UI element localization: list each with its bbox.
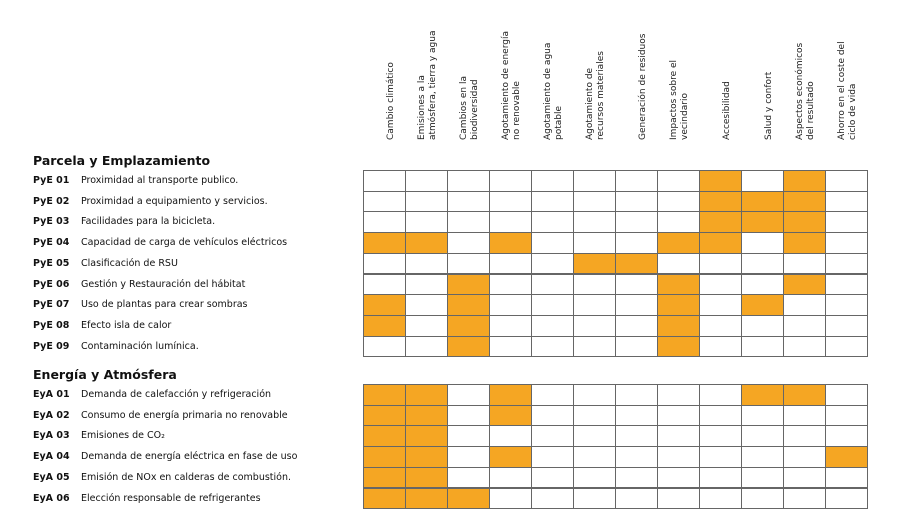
matrix-cell-empty	[363, 170, 406, 192]
matrix-cell-empty	[825, 274, 868, 296]
matrix-cell-empty	[405, 274, 448, 296]
matrix-cell-empty	[531, 170, 574, 192]
row-code: EyA 05	[33, 471, 70, 483]
matrix-cell-empty	[489, 170, 532, 192]
matrix-cell-empty	[489, 467, 532, 489]
matrix-cell-empty	[741, 170, 784, 192]
row-code: PyE 09	[33, 340, 70, 352]
matrix-cell-empty	[783, 405, 826, 427]
matrix-cell-marked	[489, 384, 532, 406]
matrix-cell-empty	[615, 405, 658, 427]
matrix-cell-empty	[531, 253, 574, 275]
column-header-label: Impactos sobre el vecindario	[669, 59, 690, 140]
row-code: PyE 07	[33, 299, 70, 311]
column-header-label: Aspectos económicos del resultado	[795, 42, 816, 140]
matrix-cell-marked	[699, 211, 742, 233]
matrix-cell-marked	[363, 405, 406, 427]
matrix-cell-marked	[489, 405, 532, 427]
matrix-cell-empty	[447, 211, 490, 233]
row-code: EyA 01	[33, 389, 70, 400]
row-name: Gestión y Restauración del hábitat	[81, 278, 246, 290]
matrix-cell-empty	[825, 315, 868, 337]
matrix-cell-marked	[699, 170, 742, 192]
matrix-cell-marked	[489, 232, 532, 254]
matrix-cell-empty	[489, 315, 532, 337]
matrix-cell-empty	[573, 170, 616, 192]
row-name: Demanda de calefacción y refrigeración	[81, 389, 272, 400]
column-header-label: Agotamiento de agua potable	[543, 42, 564, 140]
matrix-cell-empty	[531, 294, 574, 316]
matrix-cell-marked	[363, 446, 406, 468]
matrix-cell-marked	[405, 405, 448, 427]
row-name: Elección responsable de refrigerantes	[81, 492, 261, 504]
matrix-cell-empty	[531, 211, 574, 233]
matrix-cell-empty	[573, 384, 616, 406]
matrix-cell-empty	[657, 467, 700, 489]
matrix-cell-marked	[447, 294, 490, 316]
matrix-cell-empty	[783, 294, 826, 316]
matrix-cell-empty	[573, 446, 616, 468]
matrix-cell-empty	[489, 191, 532, 213]
column-header	[703, 0, 733, 140]
matrix-cell-empty	[825, 170, 868, 192]
matrix-cell-marked	[363, 232, 406, 254]
matrix-cell-empty	[825, 384, 868, 406]
row-name: Consumo de energía primaria no renovable	[81, 409, 288, 421]
matrix-cell-empty	[783, 446, 826, 468]
matrix-cell-marked	[657, 274, 700, 296]
matrix-cell-marked	[447, 274, 490, 296]
matrix-cell-empty	[573, 294, 616, 316]
matrix-cell-marked	[741, 211, 784, 233]
row-code: PyE 06	[33, 278, 70, 290]
row-code: PyE 05	[33, 257, 70, 269]
matrix-cell-marked	[363, 384, 406, 406]
matrix-cell-empty	[783, 336, 826, 358]
column-header	[745, 0, 775, 140]
matrix-cell-empty	[573, 405, 616, 427]
matrix-cell-empty	[531, 191, 574, 213]
matrix-cell-empty	[405, 170, 448, 192]
column-header-label: Emisiones a la atmósfera, tierra y agua	[417, 30, 438, 140]
row-code: PyE 04	[33, 237, 70, 249]
matrix-cell-empty	[447, 446, 490, 468]
matrix-cell-empty	[825, 191, 868, 213]
matrix-cell-empty	[741, 467, 784, 489]
column-header-label: Cambios en la biodiversidad	[459, 76, 480, 140]
row-name: Demanda de energía eléctrica en fase de uso	[81, 451, 298, 463]
matrix-cell-empty	[615, 446, 658, 468]
matrix-cell-empty	[741, 488, 784, 510]
row-name: Contaminación lumínica.	[81, 340, 199, 352]
matrix-cell-empty	[741, 425, 784, 447]
matrix-cell-empty	[657, 211, 700, 233]
matrix-cell-empty	[531, 232, 574, 254]
matrix-cell-empty	[615, 294, 658, 316]
matrix-cell-marked	[405, 232, 448, 254]
matrix-cell-empty	[615, 191, 658, 213]
matrix-cell-marked	[741, 384, 784, 406]
matrix-cell-empty	[825, 425, 868, 447]
matrix-cell-empty	[405, 253, 448, 275]
matrix-cell-empty	[447, 253, 490, 275]
matrix-cell-empty	[825, 467, 868, 489]
matrix-cell-empty	[447, 425, 490, 447]
matrix-cell-empty	[699, 384, 742, 406]
matrix-cell-empty	[405, 211, 448, 233]
matrix-cell-empty	[825, 211, 868, 233]
matrix-cell-empty	[489, 336, 532, 358]
row-name: Facilidades para la bicicleta.	[81, 216, 216, 228]
column-header-label: Agotamiento de recursos materiales	[585, 51, 606, 140]
matrix-cell-empty	[741, 232, 784, 254]
matrix-cell-empty	[657, 384, 700, 406]
matrix-cell-marked	[447, 336, 490, 358]
column-header	[535, 0, 565, 140]
matrix-cell-empty	[699, 425, 742, 447]
matrix-cell-empty	[573, 191, 616, 213]
matrix-cell-empty	[363, 274, 406, 296]
matrix-cell-empty	[615, 170, 658, 192]
matrix-cell-empty	[741, 253, 784, 275]
matrix-cell-empty	[699, 294, 742, 316]
matrix-cell-empty	[783, 467, 826, 489]
column-header-label: Cambio climático	[386, 62, 396, 140]
row-code: EyA 04	[33, 451, 70, 463]
matrix-cell-empty	[741, 336, 784, 358]
matrix-cell-marked	[447, 315, 490, 337]
matrix-cell-empty	[615, 425, 658, 447]
matrix-cell-empty	[531, 274, 574, 296]
matrix-cell-empty	[489, 253, 532, 275]
matrix-cell-empty	[405, 294, 448, 316]
matrix-cell-empty	[615, 315, 658, 337]
matrix-cell-empty	[825, 294, 868, 316]
matrix-cell-marked	[699, 191, 742, 213]
matrix-cell-empty	[615, 384, 658, 406]
matrix-cell-empty	[615, 274, 658, 296]
row-name: Capacidad de carga de vehículos eléctricos	[81, 237, 288, 249]
matrix-cell-empty	[657, 446, 700, 468]
matrix-cell-marked	[657, 232, 700, 254]
matrix-cell-marked	[489, 446, 532, 468]
matrix-cell-empty	[573, 232, 616, 254]
column-header	[577, 0, 607, 140]
matrix-cell-empty	[573, 336, 616, 358]
matrix-cell-marked	[657, 315, 700, 337]
matrix-cell-marked	[615, 253, 658, 275]
matrix-cell-empty	[405, 315, 448, 337]
matrix-cell-empty	[531, 467, 574, 489]
matrix-cell-marked	[783, 384, 826, 406]
matrix-cell-marked	[573, 253, 616, 275]
matrix-cell-empty	[573, 274, 616, 296]
matrix-cell-empty	[783, 253, 826, 275]
matrix-cell-empty	[573, 467, 616, 489]
matrix-cell-empty	[573, 488, 616, 510]
matrix-cell-empty	[363, 211, 406, 233]
matrix-cell-empty	[405, 191, 448, 213]
row-code: PyE 08	[33, 319, 70, 331]
matrix-cell-empty	[573, 425, 616, 447]
matrix-cell-marked	[363, 467, 406, 489]
matrix-cell-empty	[699, 253, 742, 275]
matrix-cell-empty	[699, 467, 742, 489]
matrix-cell-empty	[489, 294, 532, 316]
matrix-cell-empty	[531, 425, 574, 447]
matrix-cell-empty	[699, 315, 742, 337]
matrix-cell-empty	[699, 274, 742, 296]
matrix-cell-marked	[405, 425, 448, 447]
matrix-cell-empty	[657, 170, 700, 192]
matrix-cell-marked	[405, 467, 448, 489]
column-header	[619, 0, 649, 140]
matrix-cell-empty	[489, 274, 532, 296]
matrix-cell-empty	[363, 336, 406, 358]
matrix-cell-empty	[657, 191, 700, 213]
matrix-cell-empty	[825, 488, 868, 510]
matrix-cell-marked	[741, 191, 784, 213]
matrix-cell-empty	[741, 274, 784, 296]
column-header	[787, 0, 817, 140]
matrix-cell-empty	[489, 425, 532, 447]
matrix-cell-empty	[489, 488, 532, 510]
matrix-cell-empty	[657, 425, 700, 447]
matrix-cell-marked	[825, 446, 868, 468]
row-code: PyE 03	[33, 216, 70, 228]
matrix-cell-empty	[657, 253, 700, 275]
row-code: PyE 01	[33, 175, 70, 186]
matrix-cell-empty	[825, 253, 868, 275]
matrix-cell-empty	[573, 211, 616, 233]
matrix-cell-empty	[783, 488, 826, 510]
matrix-cell-empty	[615, 232, 658, 254]
matrix-cell-empty	[363, 191, 406, 213]
matrix-cell-marked	[405, 384, 448, 406]
matrix-cell-marked	[363, 488, 406, 510]
matrix-cell-empty	[657, 488, 700, 510]
matrix-cell-marked	[741, 294, 784, 316]
matrix-cell-marked	[447, 488, 490, 510]
row-name: Efecto isla de calor	[81, 319, 172, 331]
matrix-cell-empty	[825, 336, 868, 358]
row-code: PyE 02	[33, 195, 70, 207]
matrix-cell-empty	[741, 446, 784, 468]
matrix-cell-marked	[783, 274, 826, 296]
row-code: EyA 03	[33, 430, 70, 442]
matrix-cell-empty	[573, 315, 616, 337]
matrix-cell-empty	[447, 467, 490, 489]
row-name: Uso de plantas para crear sombras	[81, 299, 248, 311]
matrix-cell-marked	[657, 294, 700, 316]
matrix-cell-empty	[825, 405, 868, 427]
matrix-cell-empty	[531, 336, 574, 358]
matrix-cell-empty	[531, 446, 574, 468]
matrix-cell-marked	[783, 191, 826, 213]
matrix-cell-empty	[531, 488, 574, 510]
matrix-cell-empty	[531, 384, 574, 406]
column-header-label: Ahorro en el coste del ciclo de vida	[837, 41, 858, 140]
row-name: Proximidad a equipamiento y servicios.	[81, 195, 268, 207]
matrix-cell-empty	[699, 405, 742, 427]
column-header	[493, 0, 523, 140]
matrix-cell-marked	[783, 232, 826, 254]
row-name: Emisión de NOx en calderas de combustión.	[81, 471, 292, 483]
matrix-cell-empty	[615, 488, 658, 510]
matrix-cell-marked	[783, 170, 826, 192]
matrix-cell-empty	[447, 232, 490, 254]
column-header-label: Accesibilidad	[722, 81, 732, 140]
row-code: EyA 02	[33, 409, 70, 421]
matrix-cell-empty	[447, 384, 490, 406]
matrix-cell-empty	[699, 336, 742, 358]
column-header	[661, 0, 691, 140]
matrix-cell-empty	[741, 405, 784, 427]
matrix-cell-empty	[447, 170, 490, 192]
row-name: Clasificación de RSU	[81, 257, 178, 269]
matrix-cell-empty	[657, 405, 700, 427]
matrix-cell-marked	[405, 446, 448, 468]
matrix-cell-marked	[783, 211, 826, 233]
matrix-cell-marked	[363, 294, 406, 316]
column-header-label: Generación de residuos	[638, 33, 648, 140]
matrix-cell-empty	[531, 405, 574, 427]
matrix-cell-marked	[363, 425, 406, 447]
matrix-cell-marked	[363, 315, 406, 337]
matrix-cell-empty	[615, 467, 658, 489]
matrix-cell-marked	[699, 232, 742, 254]
column-header	[367, 0, 397, 140]
matrix-cell-empty	[615, 336, 658, 358]
matrix-cell-marked	[657, 336, 700, 358]
matrix-cell-empty	[615, 211, 658, 233]
matrix-cell-marked	[405, 488, 448, 510]
matrix-cell-empty	[489, 211, 532, 233]
matrix-cell-empty	[699, 446, 742, 468]
column-header-label: Agotamiento de energía no renovable	[501, 31, 522, 140]
matrix-cell-empty	[825, 232, 868, 254]
column-header	[829, 0, 859, 140]
row-name: Emisiones de CO₂	[81, 430, 165, 442]
matrix-cell-empty	[699, 488, 742, 510]
matrix-cell-empty	[531, 315, 574, 337]
section-title: Energía y Atmósfera	[33, 367, 177, 382]
matrix-cell-empty	[783, 315, 826, 337]
column-header-label: Salud y confort	[764, 71, 774, 140]
matrix-cell-empty	[783, 425, 826, 447]
section-title: Parcela y Emplazamiento	[33, 153, 211, 168]
matrix-cell-empty	[363, 253, 406, 275]
matrix-cell-empty	[405, 336, 448, 358]
row-name: Proximidad al transporte publico.	[81, 175, 239, 186]
matrix-cell-empty	[741, 315, 784, 337]
column-header	[451, 0, 481, 140]
row-code: EyA 06	[33, 492, 70, 504]
column-header	[409, 0, 439, 140]
matrix-cell-empty	[447, 191, 490, 213]
matrix-cell-empty	[447, 405, 490, 427]
